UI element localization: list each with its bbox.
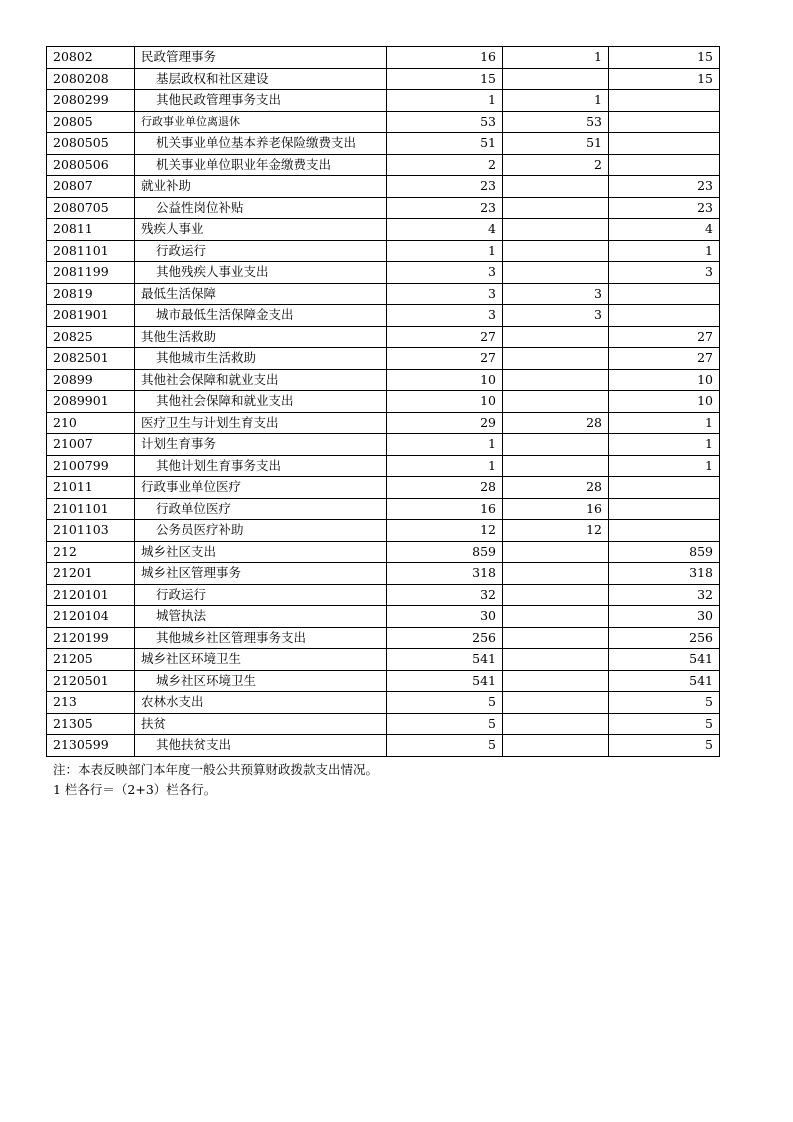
project-expenditure-cell — [609, 477, 720, 499]
project-expenditure-cell — [609, 90, 720, 112]
table-row — [47, 649, 720, 671]
project-expenditure-cell: 1 — [609, 412, 720, 434]
subject-name-cell: 城管执法 — [135, 606, 387, 628]
subject-name-cell: 民政管理事务 — [135, 47, 387, 69]
table-row — [47, 498, 720, 520]
table-row — [47, 692, 720, 714]
subject-name-cell: 行政运行 — [135, 584, 387, 606]
subject-code-cell: 2101103 — [47, 520, 135, 542]
subject-code-cell: 212 — [47, 541, 135, 563]
subject-code-cell: 2120199 — [47, 627, 135, 649]
project-expenditure-cell: 15 — [609, 68, 720, 90]
total-amount-cell: 5 — [387, 692, 503, 714]
total-amount-cell: 10 — [387, 369, 503, 391]
subject-name-cell: 计划生育事务 — [135, 434, 387, 456]
subject-name-cell: 公益性岗位补贴 — [135, 197, 387, 219]
subject-code-cell: 2080208 — [47, 68, 135, 90]
total-amount-cell: 53 — [387, 111, 503, 133]
total-amount-cell: 1 — [387, 434, 503, 456]
subject-code-cell: 21205 — [47, 649, 135, 671]
table-row — [47, 262, 720, 284]
table-row — [47, 369, 720, 391]
total-amount-cell: 3 — [387, 305, 503, 327]
subject-name-cell: 城乡社区环境卫生 — [135, 670, 387, 692]
table-row — [47, 541, 720, 563]
project-expenditure-cell — [609, 520, 720, 542]
basic-expenditure-cell: 16 — [503, 498, 609, 520]
basic-expenditure-cell: 1 — [503, 47, 609, 69]
subject-code-cell: 213 — [47, 692, 135, 714]
subject-code-cell: 2120501 — [47, 670, 135, 692]
table-row — [47, 197, 720, 219]
table-notes — [53, 760, 378, 800]
total-amount-cell: 256 — [387, 627, 503, 649]
project-expenditure-cell — [609, 111, 720, 133]
subject-name-cell: 医疗卫生与计划生育支出 — [135, 412, 387, 434]
subject-name-cell: 基层政权和社区建设 — [135, 68, 387, 90]
basic-expenditure-cell: 3 — [503, 305, 609, 327]
basic-expenditure-cell — [503, 219, 609, 241]
basic-expenditure-cell — [503, 670, 609, 692]
project-expenditure-cell: 256 — [609, 627, 720, 649]
basic-expenditure-cell — [503, 369, 609, 391]
table-row — [47, 584, 720, 606]
project-expenditure-cell: 4 — [609, 219, 720, 241]
subject-code-cell: 2082501 — [47, 348, 135, 370]
total-amount-cell: 1 — [387, 240, 503, 262]
project-expenditure-cell: 1 — [609, 240, 720, 262]
project-expenditure-cell: 5 — [609, 735, 720, 757]
subject-name-cell: 城乡社区支出 — [135, 541, 387, 563]
total-amount-cell: 28 — [387, 477, 503, 499]
subject-code-cell: 20807 — [47, 176, 135, 198]
subject-name-cell: 其他城乡社区管理事务支出 — [135, 627, 387, 649]
subject-code-cell: 210 — [47, 412, 135, 434]
total-amount-cell: 1 — [387, 455, 503, 477]
subject-name-cell: 行政单位医疗 — [135, 498, 387, 520]
table-row — [47, 219, 720, 241]
basic-expenditure-cell: 28 — [503, 412, 609, 434]
subject-name-cell: 城市最低生活保障金支出 — [135, 305, 387, 327]
subject-name-cell: 扶贫 — [135, 713, 387, 735]
table-row — [47, 434, 720, 456]
table-row — [47, 735, 720, 757]
project-expenditure-cell: 15 — [609, 47, 720, 69]
subject-name-cell: 残疾人事业 — [135, 219, 387, 241]
note-line-2: 1 栏各行＝（2+3）栏各行。 — [53, 782, 217, 797]
subject-code-cell: 21201 — [47, 563, 135, 585]
basic-expenditure-cell: 2 — [503, 154, 609, 176]
project-expenditure-cell: 5 — [609, 692, 720, 714]
subject-code-cell: 2100799 — [47, 455, 135, 477]
table-row — [47, 111, 720, 133]
project-expenditure-cell: 1 — [609, 455, 720, 477]
basic-expenditure-cell — [503, 391, 609, 413]
basic-expenditure-cell — [503, 606, 609, 628]
basic-expenditure-cell — [503, 197, 609, 219]
total-amount-cell: 3 — [387, 283, 503, 305]
table-row — [47, 90, 720, 112]
total-amount-cell: 2 — [387, 154, 503, 176]
basic-expenditure-cell: 3 — [503, 283, 609, 305]
total-amount-cell: 16 — [387, 47, 503, 69]
subject-name-cell: 机关事业单位职业年金缴费支出 — [135, 154, 387, 176]
subject-name-cell: 行政事业单位离退休 — [135, 111, 387, 133]
table-row — [47, 477, 720, 499]
project-expenditure-cell: 23 — [609, 197, 720, 219]
basic-expenditure-cell — [503, 713, 609, 735]
total-amount-cell: 5 — [387, 713, 503, 735]
subject-name-cell: 其他扶贫支出 — [135, 735, 387, 757]
note-line-1: 注：本表反映部门本年度一般公共预算财政拨款支出情况。 — [53, 762, 379, 777]
subject-name-cell: 行政运行 — [135, 240, 387, 262]
basic-expenditure-cell: 12 — [503, 520, 609, 542]
basic-expenditure-cell — [503, 649, 609, 671]
total-amount-cell: 30 — [387, 606, 503, 628]
basic-expenditure-cell — [503, 240, 609, 262]
total-amount-cell: 15 — [387, 68, 503, 90]
basic-expenditure-cell — [503, 584, 609, 606]
subject-code-cell: 20805 — [47, 111, 135, 133]
subject-code-cell: 20825 — [47, 326, 135, 348]
subject-code-cell: 20819 — [47, 283, 135, 305]
project-expenditure-cell — [609, 305, 720, 327]
table-row — [47, 176, 720, 198]
project-expenditure-cell: 5 — [609, 713, 720, 735]
project-expenditure-cell: 859 — [609, 541, 720, 563]
subject-code-cell: 21007 — [47, 434, 135, 456]
total-amount-cell: 12 — [387, 520, 503, 542]
subject-name-cell: 其他社会保障和就业支出 — [135, 369, 387, 391]
basic-expenditure-cell — [503, 176, 609, 198]
basic-expenditure-cell: 53 — [503, 111, 609, 133]
subject-code-cell: 2089901 — [47, 391, 135, 413]
basic-expenditure-cell — [503, 563, 609, 585]
basic-expenditure-cell — [503, 735, 609, 757]
table-row — [47, 348, 720, 370]
table-body — [47, 47, 720, 757]
project-expenditure-cell: 27 — [609, 326, 720, 348]
subject-code-cell: 20811 — [47, 219, 135, 241]
subject-name-cell: 其他民政管理事务支出 — [135, 90, 387, 112]
total-amount-cell: 16 — [387, 498, 503, 520]
project-expenditure-cell: 1 — [609, 434, 720, 456]
table-row — [47, 455, 720, 477]
table-row — [47, 68, 720, 90]
subject-name-cell: 农林水支出 — [135, 692, 387, 714]
table-row — [47, 47, 720, 69]
total-amount-cell: 32 — [387, 584, 503, 606]
total-amount-cell: 27 — [387, 348, 503, 370]
total-amount-cell: 23 — [387, 197, 503, 219]
project-expenditure-cell: 10 — [609, 391, 720, 413]
subject-code-cell: 2080705 — [47, 197, 135, 219]
subject-name-cell: 其他计划生育事务支出 — [135, 455, 387, 477]
table-row — [47, 133, 720, 155]
subject-name-cell: 其他生活救助 — [135, 326, 387, 348]
subject-code-cell: 2120101 — [47, 584, 135, 606]
basic-expenditure-cell — [503, 262, 609, 284]
project-expenditure-cell — [609, 283, 720, 305]
project-expenditure-cell: 318 — [609, 563, 720, 585]
subject-name-cell: 其他残疾人事业支出 — [135, 262, 387, 284]
project-expenditure-cell: 541 — [609, 670, 720, 692]
subject-name-cell: 其他社会保障和就业支出 — [135, 391, 387, 413]
subject-code-cell: 2081101 — [47, 240, 135, 262]
total-amount-cell: 1 — [387, 90, 503, 112]
table-row — [47, 154, 720, 176]
total-amount-cell: 10 — [387, 391, 503, 413]
basic-expenditure-cell — [503, 455, 609, 477]
subject-name-cell: 其他城市生活救助 — [135, 348, 387, 370]
basic-expenditure-cell — [503, 326, 609, 348]
total-amount-cell: 5 — [387, 735, 503, 757]
total-amount-cell: 23 — [387, 176, 503, 198]
subject-code-cell: 2080505 — [47, 133, 135, 155]
project-expenditure-cell — [609, 498, 720, 520]
project-expenditure-cell — [609, 154, 720, 176]
basic-expenditure-cell — [503, 692, 609, 714]
subject-code-cell: 20802 — [47, 47, 135, 69]
project-expenditure-cell: 3 — [609, 262, 720, 284]
subject-code-cell: 2081901 — [47, 305, 135, 327]
project-expenditure-cell: 32 — [609, 584, 720, 606]
table-row — [47, 240, 720, 262]
basic-expenditure-cell — [503, 627, 609, 649]
project-expenditure-cell: 10 — [609, 369, 720, 391]
subject-code-cell: 21011 — [47, 477, 135, 499]
total-amount-cell: 51 — [387, 133, 503, 155]
total-amount-cell: 4 — [387, 219, 503, 241]
subject-code-cell: 20899 — [47, 369, 135, 391]
total-amount-cell: 541 — [387, 649, 503, 671]
subject-name-cell: 行政事业单位医疗 — [135, 477, 387, 499]
table-row — [47, 563, 720, 585]
subject-name-cell: 机关事业单位基本养老保险缴费支出 — [135, 133, 387, 155]
total-amount-cell: 3 — [387, 262, 503, 284]
subject-name-cell: 城乡社区管理事务 — [135, 563, 387, 585]
subject-code-cell: 21305 — [47, 713, 135, 735]
project-expenditure-cell: 23 — [609, 176, 720, 198]
subject-code-cell: 2080299 — [47, 90, 135, 112]
subject-code-cell: 2120104 — [47, 606, 135, 628]
total-amount-cell: 29 — [387, 412, 503, 434]
subject-name-cell: 公务员医疗补助 — [135, 520, 387, 542]
subject-code-cell: 2081199 — [47, 262, 135, 284]
table-row — [47, 520, 720, 542]
table-row — [47, 670, 720, 692]
table-row — [47, 305, 720, 327]
table-row — [47, 391, 720, 413]
basic-expenditure-cell — [503, 68, 609, 90]
basic-expenditure-cell: 28 — [503, 477, 609, 499]
basic-expenditure-cell: 1 — [503, 90, 609, 112]
basic-expenditure-cell: 51 — [503, 133, 609, 155]
basic-expenditure-cell — [503, 348, 609, 370]
table-row — [47, 627, 720, 649]
project-expenditure-cell: 541 — [609, 649, 720, 671]
subject-name-cell: 最低生活保障 — [135, 283, 387, 305]
subject-code-cell: 2080506 — [47, 154, 135, 176]
total-amount-cell: 859 — [387, 541, 503, 563]
basic-expenditure-cell — [503, 434, 609, 456]
table-row — [47, 326, 720, 348]
total-amount-cell: 541 — [387, 670, 503, 692]
subject-code-cell: 2101101 — [47, 498, 135, 520]
project-expenditure-cell — [609, 133, 720, 155]
total-amount-cell: 318 — [387, 563, 503, 585]
table-row — [47, 606, 720, 628]
project-expenditure-cell: 30 — [609, 606, 720, 628]
subject-code-cell: 2130599 — [47, 735, 135, 757]
basic-expenditure-cell — [503, 541, 609, 563]
table-row — [47, 713, 720, 735]
subject-name-cell: 城乡社区环境卫生 — [135, 649, 387, 671]
table-row — [47, 412, 720, 434]
table-row — [47, 283, 720, 305]
project-expenditure-cell: 27 — [609, 348, 720, 370]
total-amount-cell: 27 — [387, 326, 503, 348]
subject-name-cell: 就业补助 — [135, 176, 387, 198]
budget-expenditure-table — [46, 46, 720, 757]
